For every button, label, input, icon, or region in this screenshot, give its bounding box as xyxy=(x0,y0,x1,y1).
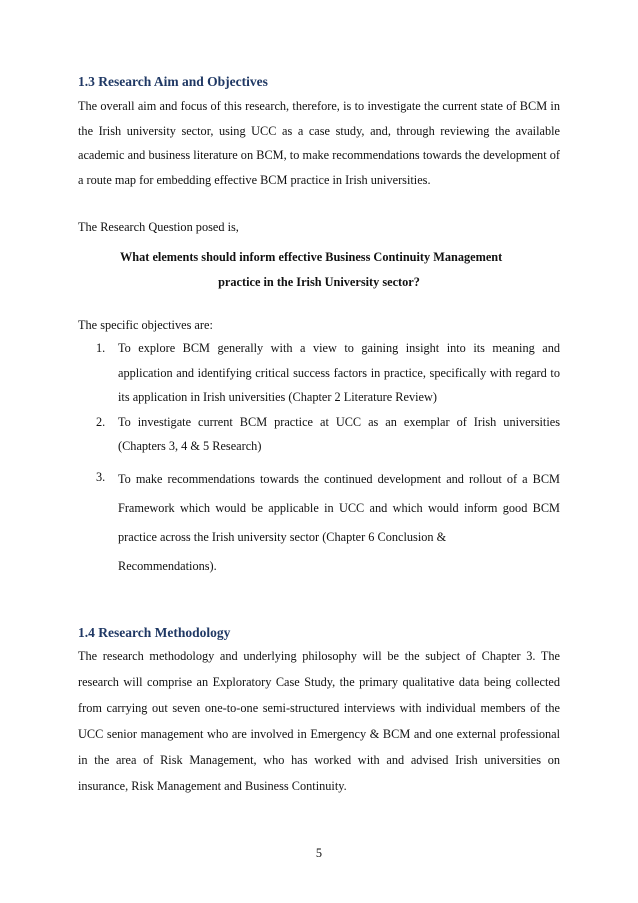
research-question-intro: The Research Question posed is, xyxy=(78,220,239,234)
methodology-paragraph: The research methodology and underlying philosophy will be the subject of Chapter 3. The research will comprise an Exploratory Case Study, the primary qualitative data being collected from carrying out seven one-to-one semi-structured interviews with individual members of the UCC senior management who are involved in Emergency & BCM and one external professional in the area of Risk Management, who has worked with and advised Irish universities on insurance, Risk Management and Business Continuity. xyxy=(78,649,560,793)
page-number: 5 xyxy=(315,846,323,860)
objectives-intro: The specific objectives are: xyxy=(78,318,213,332)
objectives-list xyxy=(96,336,560,581)
list-item xyxy=(96,336,560,410)
research-question-line-1: What elements should inform effective Business Continuity Management xyxy=(120,250,503,264)
list-item xyxy=(96,410,560,459)
section-heading-1-3: 1.3 Research Aim and Objectives xyxy=(78,74,268,89)
list-item-number: 1. xyxy=(96,341,106,355)
list-item-text-end: Recommendations). xyxy=(118,558,217,573)
research-question-line-2: practice in the Irish University sector? xyxy=(218,274,420,289)
list-item-text: To investigate current BCM practice at UCC as an exemplar of Irish universities (Chapters 3, 4 & 5 Research) xyxy=(118,414,560,454)
aim-paragraph: The overall aim and focus of this research, therefore, is to investigate the current state of BCM in the Irish university sector, using UCC as a case study, and, through reviewing the available academic and business literature on BCM, to make recommendations towards the development of a route map for embedding effective BCM practice in Irish universities. xyxy=(78,99,560,187)
list-item xyxy=(96,465,560,581)
section-heading-1-4: 1.4 Research Methodology xyxy=(78,625,231,640)
research-question xyxy=(78,245,560,294)
list-item-text xyxy=(118,465,560,581)
list-item-number: 3. xyxy=(96,469,106,484)
list-item-text-main: To make recommendations towards the continued development and rollout of a BCM Framework which would be applicable in UCC and which would inform good BCM practice across the Irish university sector (Chapter 6 Conclusion & xyxy=(118,471,560,544)
list-item-text: To explore BCM generally with a view to gaining insight into its meaning and application and identifying critical success factors in practice, specifically with regard to its application in Irish universities (Chapter 2 Literature Review) xyxy=(118,341,560,405)
list-item-number: 2. xyxy=(96,414,106,429)
